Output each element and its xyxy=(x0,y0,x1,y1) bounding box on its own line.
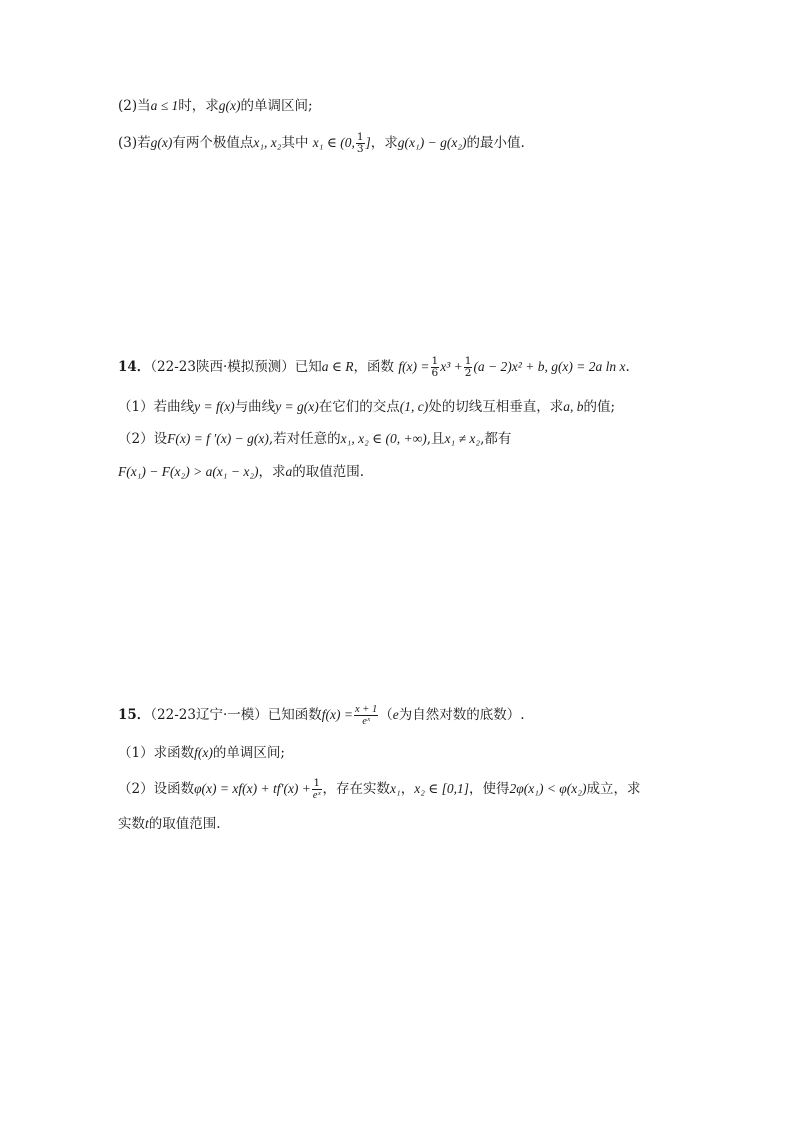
math: 2φ(x₁) < φ(x₂) xyxy=(509,781,587,796)
text: 已知 xyxy=(294,359,322,375)
text: 成立，求 xyxy=(586,781,641,797)
text: ， xyxy=(400,781,415,797)
frac-den: 6 xyxy=(431,367,439,379)
math: f(x) = xyxy=(398,359,430,374)
text: 的最小值. xyxy=(466,135,525,151)
text: 处的切线互相垂直，求 xyxy=(428,399,564,415)
text: 的单调区间; xyxy=(212,745,285,761)
math: g(x) xyxy=(150,135,173,150)
q14-intro xyxy=(118,356,630,379)
q13-part3 xyxy=(118,132,525,155)
q15-intro xyxy=(118,704,525,727)
math: x₁ ≠ x₂ xyxy=(444,431,481,446)
math: (1, c) xyxy=(399,399,429,414)
math: e xyxy=(392,707,399,722)
fraction xyxy=(312,778,322,801)
q13-part2 xyxy=(118,96,313,116)
q15-part2-cont xyxy=(118,814,221,834)
fraction xyxy=(464,356,473,379)
text: ，函数 xyxy=(353,359,395,375)
math: F(x) = f ′(x) − g(x) xyxy=(167,431,269,446)
text: （2）设函数 xyxy=(118,781,195,797)
text: (3)若 xyxy=(118,135,151,151)
math: a xyxy=(285,464,293,479)
math: g(x₁) − g(x₂) xyxy=(397,135,467,150)
frac-num: 1 xyxy=(464,355,472,367)
text: ,且 xyxy=(426,431,445,447)
frac-num: 1 xyxy=(313,777,321,789)
math: a ≤ 1 xyxy=(150,98,179,113)
math: t xyxy=(145,816,149,831)
text: （2）设 xyxy=(118,431,168,447)
text: ，使得 xyxy=(469,781,510,797)
text: ，求 xyxy=(370,135,398,151)
text: 的取值范围. xyxy=(148,816,221,832)
q15-part1 xyxy=(118,743,285,763)
text: (2)当 xyxy=(118,98,151,114)
math: x₁ ∈ (0, xyxy=(312,135,355,150)
text: . xyxy=(625,359,630,375)
frac-num: 1 xyxy=(356,131,364,143)
math: x₂ ∈ [0,1] xyxy=(414,781,470,796)
text: （ xyxy=(379,707,393,723)
frac-den: eˣ xyxy=(362,716,370,727)
q14-part2 xyxy=(118,429,511,449)
text: 的取值范围. xyxy=(292,464,365,480)
text: 为自然对数的底数）. xyxy=(398,707,525,723)
math: y = f(x) xyxy=(194,399,235,414)
question-source: （22-23辽宁·一模） xyxy=(150,707,268,723)
text: 与曲线 xyxy=(234,399,276,415)
text: 的单调区间; xyxy=(240,98,313,114)
frac-den: 3 xyxy=(356,143,364,155)
frac-den: eˣ xyxy=(312,790,321,801)
text: （1）若曲线 xyxy=(118,399,195,415)
math: a ∈ R xyxy=(321,359,354,374)
text: 时，求 xyxy=(178,98,219,114)
text: 实数 xyxy=(118,816,145,832)
text: ，存在实数 xyxy=(322,781,391,797)
math: x₁ xyxy=(390,781,401,796)
question-number: 15． xyxy=(118,707,151,723)
fraction xyxy=(431,356,440,379)
math: f(x) = xyxy=(321,707,353,722)
math: (a − 2)x² + b, g(x) = 2a ln x xyxy=(473,359,626,374)
text: ，求 xyxy=(258,464,286,480)
frac-num: x + 1 xyxy=(354,704,378,715)
math: ] xyxy=(365,135,371,150)
math: x₁, x₂ ∈ (0, +∞) xyxy=(340,431,427,446)
question-source: （22-23陕西·模拟预测） xyxy=(150,359,295,375)
frac-den: 2 xyxy=(464,367,472,379)
q15-part2 xyxy=(118,778,640,801)
fraction xyxy=(354,704,378,727)
text: 的值; xyxy=(583,399,616,415)
text: （1）求函数 xyxy=(118,745,195,761)
text: 已知函数 xyxy=(267,707,322,723)
math: F(x₁) − F(x₂) > a(x₁ − x₂) xyxy=(118,464,259,479)
math: y = g(x) xyxy=(275,399,319,414)
question-number: 14． xyxy=(118,359,151,375)
text: ,都有 xyxy=(480,431,512,447)
q14-part1 xyxy=(118,397,615,417)
text: 其中 xyxy=(281,135,309,151)
math: x³ + xyxy=(440,359,463,374)
math: x₁, x₂ xyxy=(253,135,282,150)
math: a, b xyxy=(563,399,584,414)
frac-num: 1 xyxy=(431,355,439,367)
math: φ(x) = xf(x) + tf′(x) + xyxy=(194,781,311,796)
text: 在它们的交点 xyxy=(318,399,400,415)
q14-part2-cont xyxy=(118,462,364,482)
text: 有两个极值点 xyxy=(172,135,254,151)
math: g(x) xyxy=(218,98,241,113)
fraction xyxy=(356,132,365,155)
text: ,若对任意的 xyxy=(268,431,341,447)
math: f(x) xyxy=(194,745,213,760)
